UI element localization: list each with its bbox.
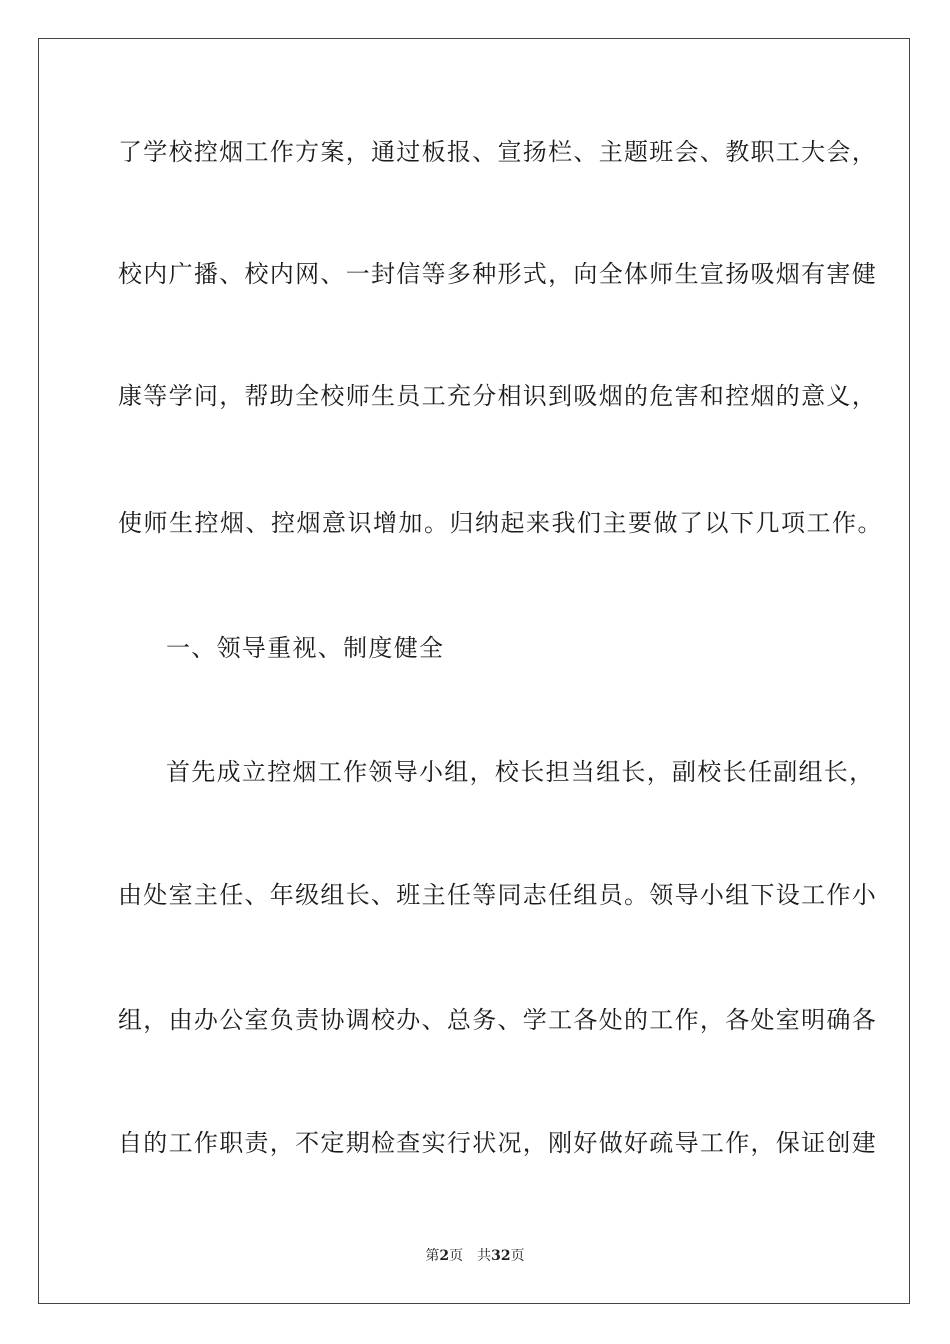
paragraph-line-2: 由处室主任、年级组长、班主任等同志任组员。领导小组下设工作小 [118, 881, 877, 909]
section-heading: 一、领导重视、制度健全 [166, 634, 445, 662]
page-suffix: 页 [449, 1248, 464, 1264]
paragraph-line-1: 首先成立控烟工作领导小组，校长担当组长，副校长任副组长， [166, 758, 875, 786]
page-prefix: 第 [425, 1248, 440, 1264]
total-prefix: 共 [477, 1248, 492, 1264]
page-footer [0, 1247, 950, 1265]
total-pages: 32 [491, 1248, 511, 1264]
page-number: 2 [439, 1248, 450, 1264]
body-text-line-3: 康等学问，帮助全校师生员工充分相识到吸烟的危害和控烟的意义， [118, 382, 877, 410]
body-text-line-2: 校内广播、校内网、一封信等多种形式，向全体师生宣扬吸烟有害健 [118, 260, 877, 288]
body-text-line-4: 使师生控烟、控烟意识增加。归纳起来我们主要做了以下几项工作。 [118, 509, 883, 537]
paragraph-line-4: 自的工作职责，不定期检查实行状况，刚好做好疏导工作，保证创建 [118, 1129, 877, 1157]
paragraph-line-3: 组，由办公室负责协调校办、总务、学工各处的工作，各处室明确各 [118, 1006, 877, 1034]
page-border [38, 38, 910, 1304]
body-text-line-1: 了学校控烟工作方案，通过板报、宣扬栏、主题班会、教职工大会， [118, 138, 877, 166]
total-suffix: 页 [510, 1248, 525, 1264]
